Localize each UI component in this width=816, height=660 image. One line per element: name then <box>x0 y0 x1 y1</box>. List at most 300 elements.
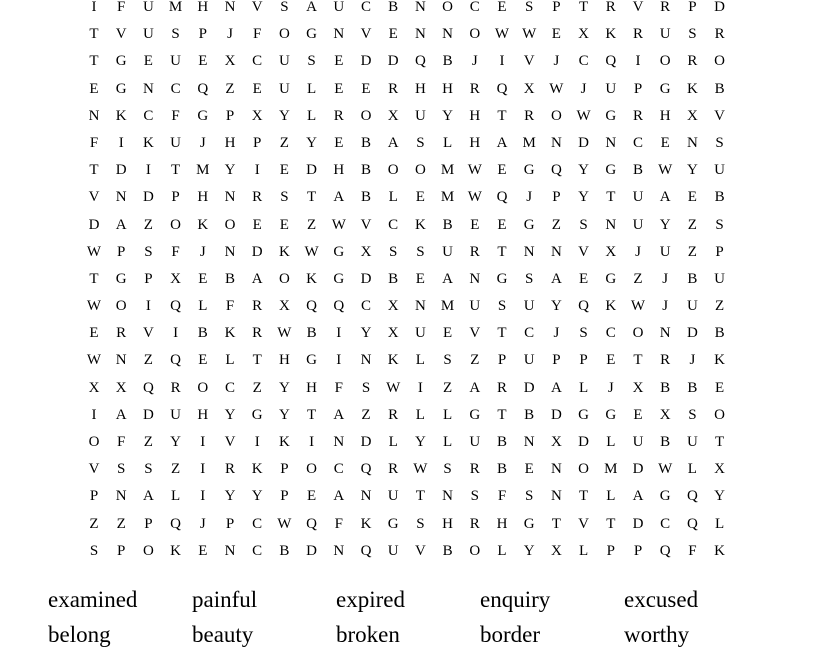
grid-letter: A <box>550 270 562 287</box>
word-list-row <box>48 617 808 652</box>
grid-letter: U <box>686 298 698 315</box>
grid-letter: Y <box>550 298 562 315</box>
grid-letter: Q <box>170 515 182 532</box>
grid-letter: T <box>252 352 262 369</box>
grid-letter: W <box>658 162 673 179</box>
grid-letter: P <box>144 515 153 532</box>
grid-letter: E <box>361 80 371 97</box>
grid-letter: L <box>225 352 235 369</box>
grid-letter: G <box>197 107 209 124</box>
grid-letter: I <box>200 461 206 478</box>
grid-letter: U <box>278 53 290 70</box>
grid-letter: D <box>142 189 154 206</box>
word-excused: excused <box>624 587 699 612</box>
grid-letter: U <box>714 270 726 287</box>
grid-letter: M <box>440 189 455 206</box>
grid-letter: P <box>117 542 126 559</box>
grid-letter: U <box>414 107 426 124</box>
grid-letter: S <box>89 542 99 559</box>
grid-letter: D <box>306 542 318 559</box>
grid-letter: F <box>171 243 180 260</box>
grid-letter: E <box>551 26 561 43</box>
grid-letter: V <box>523 53 535 70</box>
grid-letter: Y <box>659 216 671 233</box>
grid-letter: G <box>306 352 318 369</box>
grid-letter: D <box>360 270 372 287</box>
grid-letter: B <box>388 270 399 287</box>
grid-letter: N <box>360 488 372 505</box>
grid-letter: F <box>117 434 126 450</box>
grid-letter: I <box>417 379 423 396</box>
grid-letter: N <box>550 461 562 478</box>
grid-letter: P <box>552 189 561 206</box>
grid-letter: O <box>278 26 290 43</box>
grid-letter: U <box>469 434 481 450</box>
word-list-row <box>48 582 808 617</box>
grid-letter: W <box>467 162 482 179</box>
grid-letter: F <box>253 26 262 43</box>
grid-letter: E <box>279 162 289 179</box>
grid-letter: Z <box>279 134 289 151</box>
grid-letter: X <box>387 107 399 124</box>
grid-letter: J <box>199 243 206 260</box>
grid-letter: B <box>442 542 453 559</box>
grid-letter: E <box>334 53 344 70</box>
grid-letter: N <box>550 243 562 260</box>
grid-letter: X <box>550 434 562 450</box>
grid-letter: N <box>224 243 236 260</box>
word-broken: broken <box>336 622 400 647</box>
grid-letter: E <box>334 134 344 151</box>
grid-letter: S <box>416 243 425 260</box>
grid-letter: S <box>579 216 588 233</box>
grid-letter: S <box>280 0 289 15</box>
grid-letter: W <box>277 325 292 342</box>
grid-letter: J <box>553 53 560 70</box>
grid-letter: T <box>715 434 725 450</box>
grid-letter: A <box>333 406 345 423</box>
grid-letter: O <box>414 162 426 179</box>
grid-letter: T <box>307 406 317 423</box>
grid-letter: E <box>633 406 643 423</box>
grid-letter: T <box>307 189 317 206</box>
grid-letter: N <box>115 189 127 206</box>
word-list <box>48 582 808 652</box>
grid-letter: J <box>607 379 614 396</box>
grid-letter: Q <box>360 542 372 559</box>
grid-letter: M <box>440 298 455 315</box>
grid-letter: B <box>660 434 671 450</box>
grid-letter: Q <box>170 352 182 369</box>
grid-letter: L <box>443 134 453 151</box>
grid-letter: B <box>279 542 290 559</box>
grid-letter: B <box>660 379 671 396</box>
grid-letter: E <box>198 270 208 287</box>
grid-letter: U <box>170 406 182 423</box>
grid-letter: A <box>496 134 508 151</box>
grid-letter: R <box>605 0 616 15</box>
grid-letter: W <box>630 298 646 315</box>
grid-letter: B <box>360 134 371 151</box>
grid-letter: B <box>496 461 507 478</box>
grid-letter: W <box>522 26 537 43</box>
grid-letter: C <box>578 53 589 70</box>
grid-letter: E <box>660 134 670 151</box>
grid-letter: R <box>252 298 263 315</box>
grid-letter: P <box>688 0 697 15</box>
grid-letter: N <box>414 26 426 43</box>
grid-letter: A <box>115 406 127 423</box>
grid-letter: X <box>686 107 698 124</box>
grid-letter: E <box>579 270 589 287</box>
grid-letter: I <box>145 298 151 315</box>
grid-letter: O <box>659 53 671 70</box>
grid-letter: V <box>714 107 726 124</box>
grid-letter: T <box>415 488 425 505</box>
grid-letter: L <box>687 461 697 478</box>
grid-letter: E <box>198 542 208 559</box>
grid-letter: X <box>659 406 671 423</box>
grid-letter: Y <box>170 434 182 450</box>
grid-letter: U <box>659 26 671 43</box>
grid-letter: S <box>144 243 153 260</box>
grid-letter: Z <box>143 216 153 233</box>
grid-letter: Y <box>686 162 698 179</box>
grid-letter: H <box>469 107 481 124</box>
grid-letter: Q <box>170 298 182 315</box>
grid-letter: Q <box>496 80 508 97</box>
grid-letter: P <box>144 270 153 287</box>
grid-letter: G <box>387 515 399 532</box>
word-enquiry: enquiry <box>480 587 551 612</box>
grid-letter: V <box>88 189 100 206</box>
grid-letter: O <box>360 107 372 124</box>
grid-letter: A <box>659 189 671 206</box>
grid-letter: T <box>89 162 99 179</box>
grid-letter: K <box>197 216 209 233</box>
grid-letter: L <box>171 488 181 505</box>
grid-letter: P <box>552 0 561 15</box>
grid-letter: S <box>416 134 425 151</box>
grid-letter: I <box>173 325 179 342</box>
grid-letter: Q <box>306 515 318 532</box>
grid-letter: X <box>224 53 236 70</box>
grid-letter: X <box>387 325 399 342</box>
grid-letter: F <box>334 515 343 532</box>
grid-letter: Q <box>659 542 671 559</box>
grid-letter: E <box>252 80 262 97</box>
grid-letter: G <box>469 406 481 423</box>
grid-letter: A <box>632 488 644 505</box>
grid-letter: L <box>579 379 589 396</box>
grid-letter: K <box>278 434 290 450</box>
grid-letter: H <box>333 162 345 179</box>
grid-letter: N <box>115 488 127 505</box>
grid-letter: A <box>333 488 345 505</box>
grid-letter: L <box>497 542 507 559</box>
grid-letter: Z <box>551 216 561 233</box>
grid-letter: N <box>442 26 454 43</box>
grid-letter: W <box>386 379 401 396</box>
grid-letter: N <box>142 80 154 97</box>
grid-letter: R <box>116 325 127 342</box>
grid-letter: K <box>714 352 726 369</box>
grid-letter: I <box>336 352 342 369</box>
grid-letter: O <box>550 107 562 124</box>
grid-letter: T <box>633 352 643 369</box>
grid-letter: Y <box>224 162 236 179</box>
grid-letter: O <box>197 379 209 396</box>
grid-letter: G <box>605 107 617 124</box>
grid-letter: U <box>333 0 345 15</box>
grid-letter: X <box>632 379 644 396</box>
grid-letter: O <box>88 434 100 450</box>
grid-letter: E <box>252 216 262 233</box>
word-expired: expired <box>336 587 405 612</box>
grid-letter: S <box>416 515 425 532</box>
grid-letter: O <box>142 542 154 559</box>
grid-letter: C <box>660 515 671 532</box>
grid-letter: Q <box>333 298 345 315</box>
grid-letter: V <box>414 542 426 559</box>
grid-letter: T <box>497 406 507 423</box>
grid-letter: V <box>224 434 236 450</box>
grid-letter: N <box>333 542 345 559</box>
grid-letter: S <box>579 325 588 342</box>
grid-letter: K <box>115 107 127 124</box>
grid-letter: S <box>389 243 398 260</box>
grid-letter: M <box>440 162 455 179</box>
grid-letter: D <box>523 379 535 396</box>
grid-letter: J <box>662 298 669 315</box>
grid-letter: Q <box>686 488 698 505</box>
grid-letter: U <box>686 434 698 450</box>
grid-letter: V <box>360 216 372 233</box>
grid-letter: F <box>225 298 235 315</box>
grid-letter: U <box>278 80 290 97</box>
grid-letter: U <box>714 162 726 179</box>
grid-letter: K <box>278 243 290 260</box>
grid-letter: Z <box>225 80 235 97</box>
grid-letter: D <box>632 515 644 532</box>
grid-letter: R <box>469 461 480 478</box>
grid-letter: Z <box>171 461 181 478</box>
grid-letter: U <box>442 243 454 260</box>
grid-letter: C <box>252 53 263 70</box>
grid-letter: O <box>306 461 318 478</box>
grid-letter: Y <box>224 488 236 505</box>
grid-letter: E <box>415 189 425 206</box>
grid-letter: R <box>388 406 399 423</box>
grid-letter: U <box>170 53 182 70</box>
grid-letter: F <box>89 134 99 151</box>
grid-letter: Z <box>633 270 643 287</box>
grid-letter: B <box>496 434 507 450</box>
grid-letter: S <box>361 379 371 396</box>
grid-letter: I <box>499 53 505 70</box>
grid-letter: I <box>309 434 315 450</box>
grid-letter: J <box>199 134 206 151</box>
grid-letter: I <box>200 488 206 505</box>
grid-letter: N <box>414 298 426 315</box>
grid-letter: B <box>442 216 453 233</box>
grid-letter: W <box>549 80 564 97</box>
grid-letter: Z <box>116 515 126 532</box>
grid-letter: T <box>89 26 99 43</box>
grid-letter: D <box>142 406 154 423</box>
grid-letter: N <box>523 243 535 260</box>
grid-letter: E <box>279 216 289 233</box>
grid-letter: C <box>360 298 371 315</box>
grid-letter: X <box>387 298 399 315</box>
grid-letter: J <box>689 352 696 369</box>
grid-letter: L <box>307 107 317 124</box>
grid-letter: D <box>550 406 562 423</box>
grid-letter: D <box>115 162 127 179</box>
grid-letter: L <box>307 80 317 97</box>
grid-letter: C <box>252 542 263 559</box>
grid-letter: T <box>497 107 507 124</box>
grid-letter: F <box>117 0 126 15</box>
grid-letter: M <box>168 0 183 15</box>
grid-letter: O <box>469 542 481 559</box>
grid-letter: N <box>224 189 236 206</box>
grid-letter: U <box>142 26 154 43</box>
grid-letter: D <box>360 53 372 70</box>
grid-letter: J <box>580 80 587 97</box>
grid-letter: N <box>469 270 481 287</box>
grid-letter: G <box>115 80 127 97</box>
grid-letter: Z <box>715 298 725 315</box>
grid-letter: X <box>278 298 290 315</box>
grid-letter: Z <box>687 243 697 260</box>
grid-letter: E <box>307 488 317 505</box>
grid-letter: W <box>331 216 346 233</box>
grid-letter: Y <box>278 406 290 423</box>
grid-letter: Y <box>714 488 726 505</box>
grid-letter: J <box>199 515 206 532</box>
grid-letter: I <box>200 434 206 450</box>
grid-letter: R <box>660 0 671 15</box>
grid-letter: D <box>88 216 100 233</box>
grid-letter: N <box>224 542 236 559</box>
grid-letter: X <box>578 26 590 43</box>
grid-letter: Q <box>142 379 154 396</box>
grid-letter: R <box>496 379 507 396</box>
grid-letter: V <box>578 515 590 532</box>
grid-letter: D <box>387 53 399 70</box>
grid-letter: G <box>333 270 345 287</box>
grid-letter: B <box>524 406 535 423</box>
grid-letter: R <box>524 107 535 124</box>
grid-letter: E <box>715 379 725 396</box>
grid-letter: G <box>605 406 617 423</box>
grid-letter: T <box>171 162 181 179</box>
grid-letter: H <box>197 189 209 206</box>
grid-letter: N <box>605 134 617 151</box>
grid-letter: C <box>170 80 181 97</box>
grid-letter: R <box>333 107 344 124</box>
grid-letter: X <box>170 270 182 287</box>
grid-letter: A <box>115 216 127 233</box>
grid-letter: U <box>523 352 535 369</box>
grid-letter: N <box>414 0 426 15</box>
grid-letter: H <box>306 379 318 396</box>
grid-letter: S <box>525 270 534 287</box>
grid-letter: Z <box>443 379 453 396</box>
grid-letter: K <box>360 515 372 532</box>
grid-letter: Z <box>687 216 697 233</box>
grid-letter: H <box>442 515 454 532</box>
grid-letter: C <box>360 0 371 15</box>
grid-letter: B <box>306 325 317 342</box>
grid-letter: X <box>523 80 535 97</box>
grid-letter: Z <box>143 434 153 450</box>
grid-letter: P <box>552 352 561 369</box>
grid-letter: W <box>86 243 102 260</box>
grid-letter: X <box>251 107 263 124</box>
grid-letter: N <box>333 434 345 450</box>
grid-letter: R <box>687 53 698 70</box>
grid-letter: I <box>635 53 641 70</box>
grid-letter: D <box>251 243 263 260</box>
grid-letter: W <box>658 461 673 478</box>
grid-letter: N <box>686 134 698 151</box>
grid-letter: J <box>635 243 641 260</box>
grid-letter: Q <box>414 53 426 70</box>
grid-letter: B <box>442 53 453 70</box>
grid-letter: K <box>224 325 236 342</box>
grid-letter: A <box>387 134 399 151</box>
grid-letter: Y <box>578 189 590 206</box>
grid-letter: T <box>579 488 589 505</box>
grid-letter: M <box>522 134 536 151</box>
grid-letter: A <box>333 189 345 206</box>
grid-letter: U <box>142 0 154 15</box>
grid-letter: X <box>605 243 617 260</box>
grid-letter: P <box>606 542 615 559</box>
grid-letter: A <box>442 270 454 287</box>
grid-letter: P <box>225 107 235 124</box>
grid-letter: H <box>224 134 236 151</box>
grid-letter: B <box>197 325 208 342</box>
grid-letter: U <box>605 80 617 97</box>
grid-letter: J <box>553 325 560 342</box>
grid-letter: Y <box>523 542 535 559</box>
grid-letter: R <box>469 243 480 260</box>
grid-letter: U <box>469 298 481 315</box>
grid-letter: K <box>251 461 263 478</box>
grid-letter: R <box>252 189 263 206</box>
grid-letter: P <box>280 461 289 478</box>
grid-letter: E <box>443 325 453 342</box>
grid-letter: C <box>224 379 235 396</box>
grid-letter: Y <box>414 434 426 450</box>
grid-letter: S <box>443 352 452 369</box>
grid-letter: K <box>714 542 726 559</box>
grid-letter: L <box>606 488 616 505</box>
grid-letter: E <box>497 0 507 15</box>
grid-letter: B <box>714 189 725 206</box>
grid-letter: U <box>632 189 644 206</box>
grid-letter: E <box>415 270 425 287</box>
grid-letter: E <box>198 352 208 369</box>
grid-letter: W <box>304 243 319 260</box>
grid-letter: L <box>715 515 725 532</box>
grid-letter: K <box>414 216 426 233</box>
grid-letter: D <box>578 434 590 450</box>
grid-letter: B <box>632 162 643 179</box>
